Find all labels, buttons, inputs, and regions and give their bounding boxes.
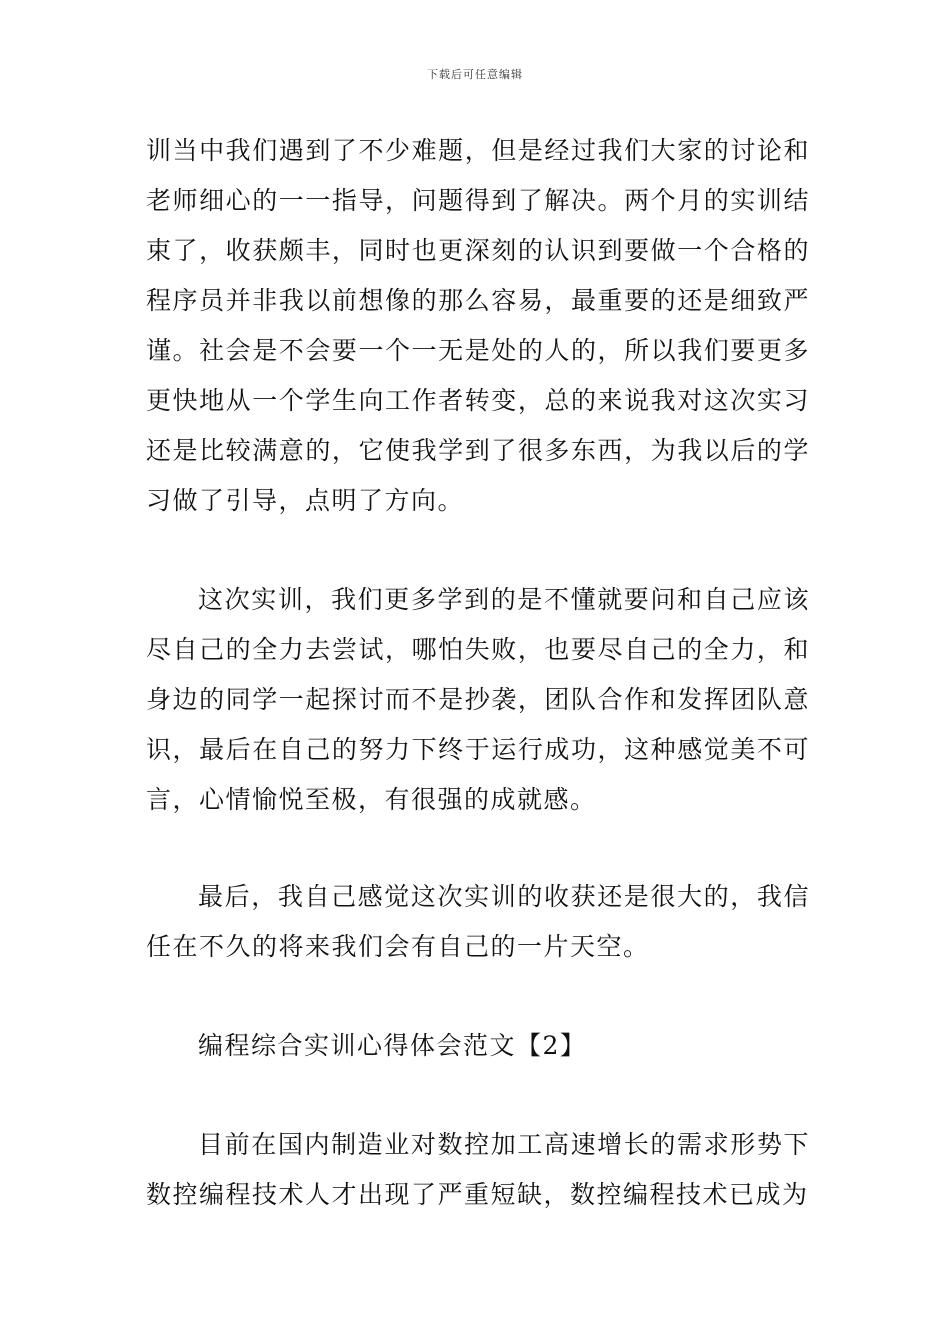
paragraph-4: 目前在国内制造业对数控加工高速增长的需求形势下数控编程技术人才出现了严重短缺，数控编程技术已成为 bbox=[146, 1130, 810, 1209]
paragraph-1: 训当中我们遇到了不少难题，但是经过我们大家的讨论和老师细心的一一指导，问题得到了解决。两个月的实训结束了，收获颇丰，同时也更深刻的认识到要做一个合格的程序员并非我以前想像的那么容易，最重要的还是细致严谨。社会是不会要一个一无是处的人的，所以我们要更多更快地从一个学生向工作者转变，总的来说我对这次实习还是比较满意的，它使我学到了很多东西，为我以后的学习做了引导，点明了方向。 bbox=[146, 136, 810, 515]
paragraph-2: 这次实训，我们更多学到的是不懂就要问和自己应该尽自己的全力去尝试，哪怕失败，也要尽自己的全力，和身边的同学一起探讨而不是抄袭，团队合作和发挥团队意识，最后在自己的努力下终于运行成功，这种感觉美不可言，心情愉悦至极，有很强的成就感。 bbox=[146, 585, 810, 814]
section-heading: 编程综合实训心得体会范文【2】 bbox=[198, 1031, 587, 1060]
paragraph-3: 最后，我自己感觉这次实训的收获还是很大的，我信任在不久的将来我们会有自己的一片天空。 bbox=[146, 882, 810, 961]
header-note: 下载后可任意编辑 bbox=[427, 68, 523, 81]
